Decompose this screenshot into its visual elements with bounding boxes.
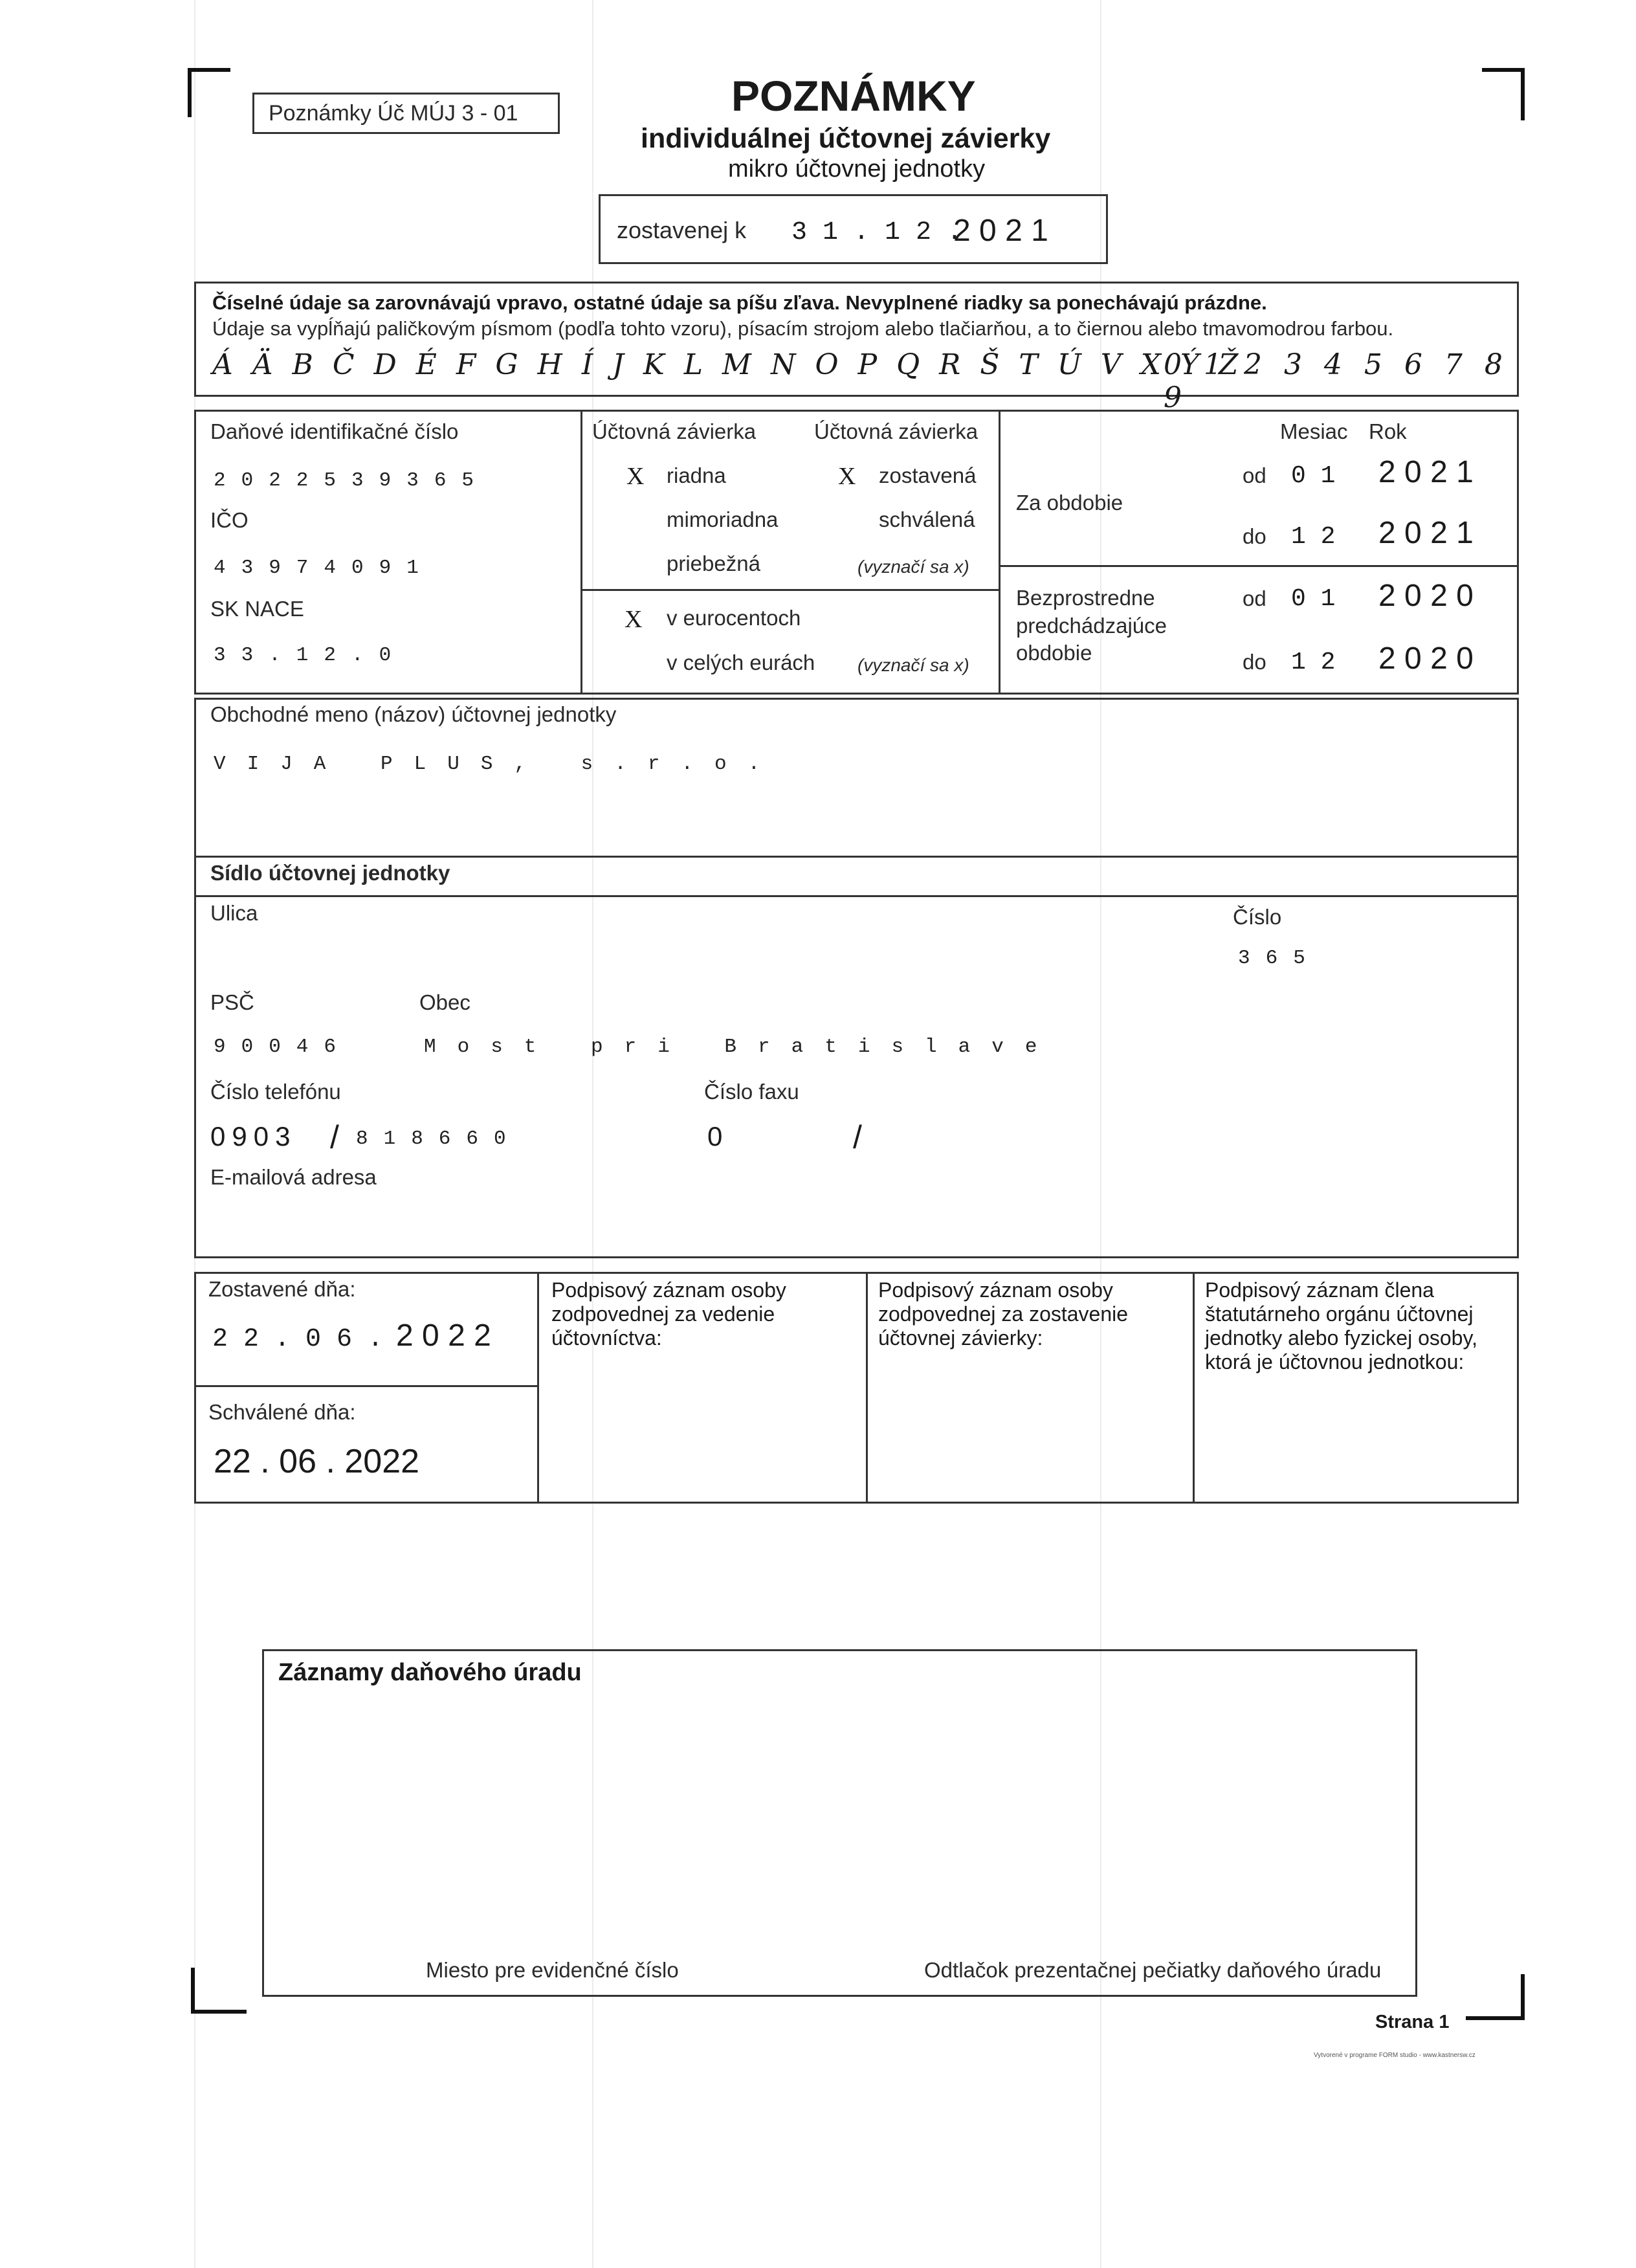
business-name-value: VIJA PLUS, s.r.o. (214, 753, 782, 775)
dic-value: 2022539365 (214, 469, 490, 492)
month-label: Mesiac (1280, 419, 1348, 443)
checkbox-zostavena[interactable]: X (838, 463, 856, 490)
approved-on-label: Schválené dňa: (208, 1400, 356, 1424)
compiled-date: 3 1 . 1 2 . (791, 218, 963, 247)
od-label: od (1243, 463, 1266, 487)
psc-label: PSČ (210, 990, 254, 1014)
current-period-label: Za obdobie (1016, 491, 1123, 515)
divider (580, 589, 999, 591)
phone-label: Číslo telefónu (210, 1080, 341, 1104)
current-to-month: 1 2 (1291, 523, 1336, 551)
label-eurocent: v eurocentoch (667, 606, 801, 630)
label-zostavena: zostavená (879, 463, 977, 487)
previous-period-label-3: obdobie (1016, 641, 1092, 665)
current-to-year: 2 0 2 1 (1378, 516, 1474, 550)
divider (580, 410, 582, 695)
signature-statutory: Podpisový záznam člena štatutárneho orgánu účtovnej jednotky alebo fyzickej osoby, ktorá je účtovnou jednotkou: (1205, 1278, 1477, 1373)
corner-mark-top-left (188, 68, 230, 117)
approved-on-date: 22 . 06 . 2022 (214, 1443, 420, 1480)
city-label: Obec (419, 990, 470, 1014)
form-code: Poznámky Úč MÚJ 3 - 01 (269, 101, 518, 126)
compiled-on-date: 2 2 . 0 6 . (212, 1325, 384, 1354)
signature-accounting: Podpisový záznam osoby zodpovednej za vedenie účtovníctva: (551, 1278, 786, 1350)
do-label: do (1243, 524, 1266, 548)
alphabet-sample: Á Ä B Č D É F G H Í J K L M N O P Q R Š T Ú V X Ý Ž (212, 348, 1244, 381)
checkbox-eurocent[interactable]: X (625, 606, 643, 633)
divider (537, 1272, 539, 1504)
instructions-line-1: Číselné údaje sa zarovnávajú vpravo, ostatné údaje sa píšu zľava. Nevyplnené riadky sa ponechávajú prázdne. (212, 291, 1267, 314)
mark-note: (vyznačí sa x) (857, 655, 969, 675)
fax-label: Číslo faxu (704, 1080, 799, 1104)
divider (1193, 1272, 1195, 1504)
corner-mark-bottom-right (1466, 1974, 1525, 2020)
statement-col2-title: Účtovná závierka (814, 419, 978, 443)
statement-col1-title: Účtovná závierka (592, 419, 757, 443)
seat-title: Sídlo účtovnej jednotky (210, 861, 450, 885)
previous-from-month: 0 1 (1291, 585, 1336, 613)
compiled-date-box (599, 194, 1108, 264)
current-from-month: 0 1 (1291, 462, 1336, 490)
phone-number: 818660 (356, 1128, 522, 1150)
city-value: Most pri Bratislave (424, 1036, 1059, 1058)
nace-value: 33.12.0 (214, 644, 407, 667)
divider (194, 895, 1519, 897)
phone-prefix: 0903 (210, 1121, 297, 1151)
nace-label: SK NACE (210, 597, 304, 621)
divider (194, 1385, 537, 1387)
ico-label: IČO (210, 508, 249, 532)
label-priebezna: priebežná (667, 551, 760, 575)
email-label: E-mailová adresa (210, 1165, 377, 1189)
street-number-value: 365 (1238, 947, 1321, 970)
fax-separator: / (853, 1119, 862, 1155)
page-subtitle: individuálnej účtovnej závierky (641, 123, 1051, 154)
page-number: Strana 1 (1375, 2012, 1450, 2032)
divider (194, 856, 1519, 858)
current-from-year: 2 0 2 1 (1378, 455, 1474, 489)
signature-compilation: Podpisový záznam osoby zodpovednej za zostavenie účtovnej závierky: (878, 1278, 1129, 1350)
year-label: Rok (1369, 419, 1407, 443)
previous-to-month: 1 2 (1291, 649, 1336, 676)
street-label: Ulica (210, 901, 258, 925)
page-title: POZNÁMKY (731, 72, 976, 120)
divider (866, 1272, 868, 1504)
label-whole-eur: v celých eurách (667, 650, 815, 674)
previous-from-year: 2 0 2 0 (1378, 579, 1474, 613)
form-code-box (252, 93, 560, 134)
credit: Vytvorené v programe FORM studio - www.kastnersw.cz (1314, 2052, 1476, 2059)
stamp-label: Odtlačok prezentačnej pečiatky daňového úradu (924, 1958, 1382, 1982)
label-schvalena: schválená (879, 507, 975, 531)
previous-to-year: 2 0 2 0 (1378, 641, 1474, 676)
phone-separator: / (330, 1119, 339, 1155)
checkbox-riadna[interactable]: X (626, 463, 645, 490)
compiled-year-handwritten: 2 0 2 1 (953, 214, 1048, 248)
divider (999, 565, 1519, 567)
tax-office-title: Záznamy daňového úradu (278, 1659, 582, 1686)
od-label: od (1243, 586, 1266, 610)
compiled-on-year: 2 0 2 2 (396, 1318, 491, 1353)
corner-mark-top-right (1482, 68, 1525, 120)
page-subtitle-2: mikro účtovnej jednotky (728, 155, 986, 183)
instructions-line-2: Údaje sa vypĺňajú paličkovým písmom (podľa tohto vzoru), písacím strojom alebo tlačiarňou, a to čiernou alebo tmavomodrou farbou. (212, 317, 1394, 340)
do-label: do (1243, 650, 1266, 674)
previous-period-label-1: Bezprostredne (1016, 586, 1155, 610)
evidence-number-label: Miesto pre evidenčné číslo (426, 1958, 679, 1982)
street-number-label: Číslo (1233, 905, 1282, 929)
divider (999, 410, 1000, 695)
corner-mark-bottom-left (191, 1968, 247, 2014)
label-mimoriadna: mimoriadna (667, 507, 779, 531)
psc-value: 90046 (214, 1036, 352, 1058)
mark-note: (vyznačí sa x) (857, 557, 969, 577)
dic-label: Daňové identifikačné číslo (210, 419, 459, 443)
previous-period-label-2: predchádzajúce (1016, 614, 1167, 638)
compiled-on-label: Zostavené dňa: (208, 1277, 356, 1301)
business-name-label: Obchodné meno (názov) účtovnej jednotky (210, 702, 617, 726)
instructions-box (194, 282, 1519, 414)
fax-prefix: 0 (707, 1121, 723, 1151)
label-riadna: riadna (667, 463, 726, 487)
digits-sample: 0 1 2 3 4 5 6 7 8 9 (1164, 348, 1509, 414)
compiled-label: zostavenej k (617, 217, 747, 243)
ico-value: 43974091 (214, 557, 434, 579)
name-seat-block (194, 698, 1519, 1258)
tax-office-box (262, 1649, 1417, 1997)
